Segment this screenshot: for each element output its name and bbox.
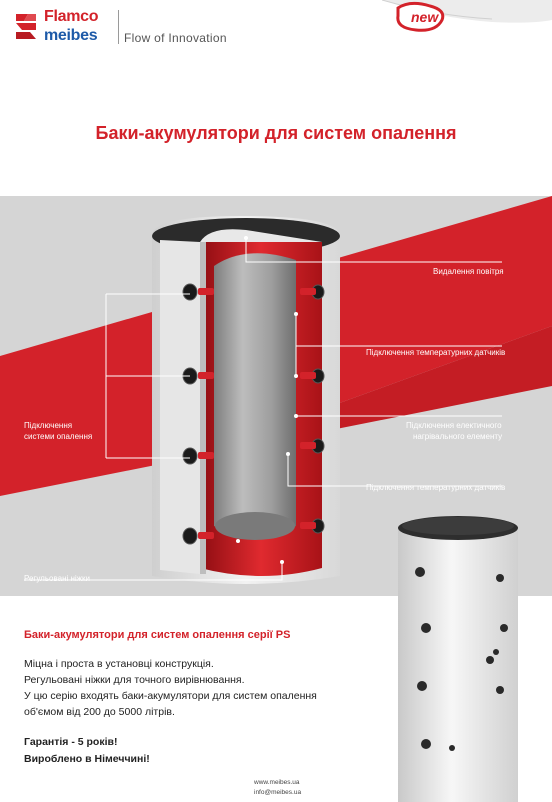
email-link[interactable]: info@meibes.ua bbox=[254, 789, 302, 796]
brand-flamco: Flamco bbox=[44, 8, 99, 25]
label-electric-element-line1: Підключення електичного bbox=[406, 421, 502, 430]
product-tank-photo bbox=[390, 512, 526, 802]
description-line: Регульовані ніжки для точного вирівнювання. bbox=[24, 674, 245, 686]
description-line: об'ємом від 200 до 5000 літрів. bbox=[24, 706, 175, 718]
page-title: Баки-акумулятори для систем опалення bbox=[95, 123, 457, 143]
description-line: У цю серію входять баки-акумулятори для систем опалення bbox=[24, 690, 317, 702]
label-electric-element-line2: нагрівального елементу bbox=[413, 432, 503, 441]
label-heating-connection-line2: системи опалення bbox=[24, 432, 93, 441]
label-temp-sensors-bottom: Підключення температурних датчиків bbox=[366, 483, 506, 492]
label-electric-element bbox=[406, 420, 502, 442]
tagline: Flow of Innovation bbox=[124, 31, 227, 45]
new-badge-text: new bbox=[411, 9, 439, 25]
guarantee-text: Гарантія - 5 років! bbox=[24, 736, 118, 748]
series-subtitle: Баки-акумулятори для систем опалення серії PS bbox=[24, 629, 291, 641]
logo-mark-icon bbox=[10, 10, 40, 42]
website-link[interactable]: www.meibes.ua bbox=[254, 779, 300, 786]
brand-meibes: meibes bbox=[44, 27, 98, 44]
label-heating-connection-line1: Підключення bbox=[24, 421, 73, 430]
label-heating-connection bbox=[24, 420, 92, 442]
description-body bbox=[24, 656, 384, 720]
label-adjustable-feet: Регульовані ніжки bbox=[24, 574, 91, 583]
description-line: Міцна і проста в установці конструкція. bbox=[24, 658, 214, 670]
label-temp-sensors-top: Підключення температурних датчиків bbox=[366, 348, 506, 357]
made-in-germany-text: Вироблено в Німеччині! bbox=[24, 753, 150, 765]
new-badge bbox=[382, 0, 552, 36]
header-divider bbox=[118, 10, 119, 44]
label-air-vent: Видалення повітря bbox=[433, 267, 504, 276]
flamco-meibes-logo bbox=[10, 6, 122, 48]
